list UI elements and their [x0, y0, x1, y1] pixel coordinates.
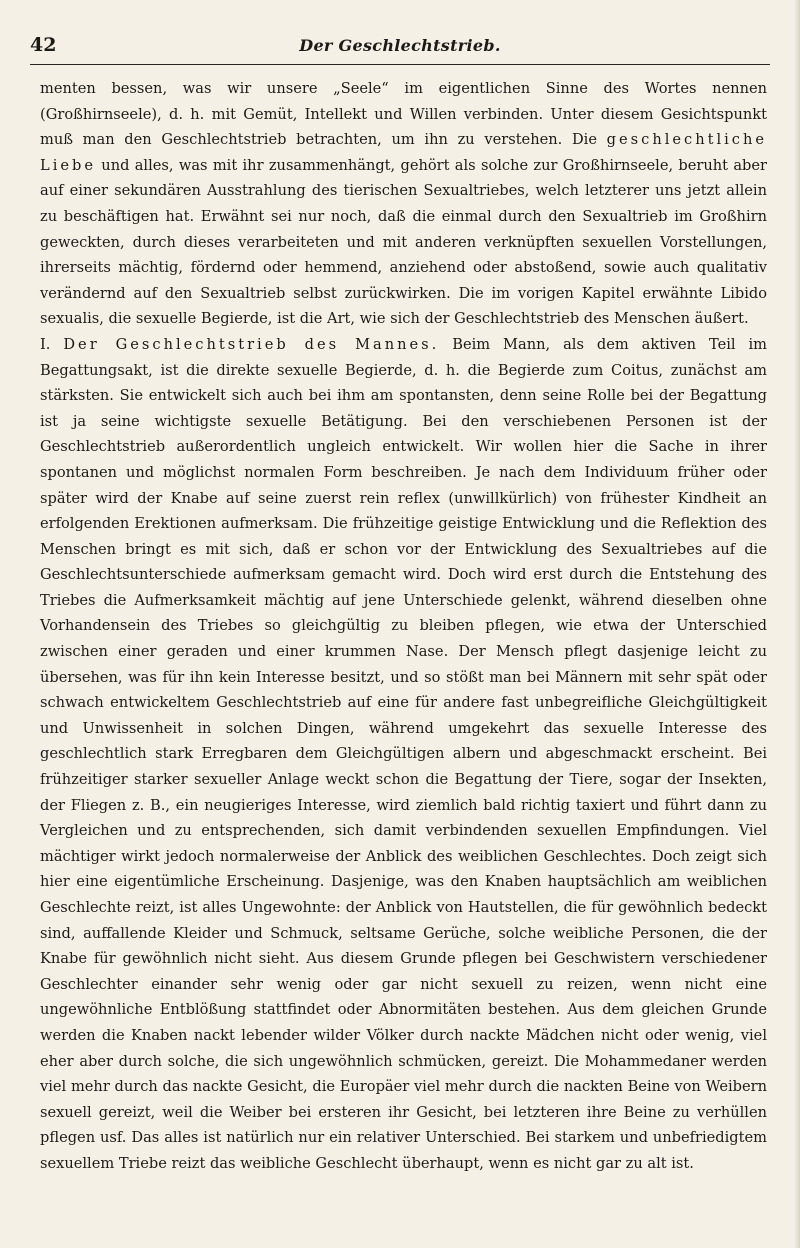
paragraph-1-text-b: und alles, was mit ihr zusammenhängt, gehört als solche zur Großhirnseele, beruht aber auf einer sekundären Ausstrahlung des tierischen Sexualtriebes, welch letzterer uns jetzt allein zu beschäftigen hat. Erwähnt sei nur noch, daß die einmal durch den Sexualtrieb im Großhirn geweckten, durch dieses verarbeiteten und mit anderen verknüpften sexuellen Vorstellungen, ihrerseits mächtig, fördernd oder hemmend, anziehend oder abstoßend, sowie auch qualitativ verändernd auf den Sexualtrieb selbst zurückwirken. Die im vorigen Kapitel erwähnte Libido sexualis, die sexuelle Begierde, ist die Art, wie sich der Geschlechtstrieb des Menschen äußert.: [40, 156, 767, 328]
emphasis-geschlechtliche-liebe: geschlechtliche Liebe: [40, 131, 767, 174]
page-header: [30, 30, 770, 65]
page-number: 42: [30, 34, 57, 56]
section-label: I.: [40, 335, 64, 353]
body-text: [40, 76, 767, 1177]
paragraph-2: [40, 332, 767, 1177]
paragraph-1-text-a: menten bessen, was wir unsere „Seele“ im eigentlichen Sinne des Wortes nennen (Großhirnseele), d. h. mit Gemüt, Intellekt und Willen verbinden. Unter diesem Gesichtspunkt muß man den Geschlechtstrieb betrachten, um ihn zu verstehen. Die: [40, 80, 767, 149]
page-edge-shadow: [794, 0, 800, 1248]
section-heading: Der Geschlechtstrieb des Mannes.: [63, 335, 440, 353]
paragraph-2-text: Beim Mann, als dem aktiven Teil im Begattungsakt, ist die direkte sexuelle Begierde, d. h. die Begierde zum Coitus, zunächst am stärksten. Sie entwickelt sich auch bei ihm am spontansten, denn seine Rolle bei der Begattung ist ja seine wichtigste sexuelle Betätigung. Bei den verschiebenen Personen ist der Geschlechtstrieb außerordentlich ungleich entwickelt. Wir wollen hier die Sache in ihrer spontanen und möglichst normalen Form beschreiben. Je nach dem Individuum früher oder später wird der Knabe auf seine zuerst rein reflex (unwillkürlich) von frühester Kindheit an erfolgenden Erektionen aufmerksam. Die frühzeitige geistige Entwicklung und die Reflektion des Menschen bringt es mit sich, daß er schon vor der Entwicklung des Sexualtriebes auf die Geschlechtsunterschiede aufmerksam gemacht wird. Doch wird erst durch die Entstehung des Triebes die Aufmerksamkeit mächtig auf jene Unterschiede gelenkt, während dieselben ohne Vorhandensein des Triebes so gleichgültig zu bleiben pflegen, wie etwa der Unterschied zwischen einer geraden und einer krummen Nase. Der Mensch pflegt dasjenige leicht zu übersehen, was für ihn kein Interesse besitzt, und so stößt man bei Männern mit sehr spät oder schwach entwickeltem Geschlechtstrieb auf eine für andere fast unbegreifliche Gleichgültigkeit und Unwissenheit in solchen Dingen, während umgekehrt das sexuelle Interesse des geschlechtlich stark Erregbaren dem Gleichgültigen albern und abgeschmackt erscheint. Bei frühzeitiger starker sexueller Anlage weckt schon die Begattung der Tiere, sogar der Insekten, der Fliegen z. B., ein neugieriges Interesse, wird ziemlich bald richtig taxiert und führt dann zu Vergleichen und zu entsprechenden, sich damit verbindenden sexuellen Empfindungen. Viel mächtiger wirkt jedoch normalerweise der Anblick des weiblichen Geschlechtes. Doch zeigt sich hier eine eigentümliche Erscheinung. Dasjenige, was den Knaben hauptsächlich am weiblichen Geschlechte reizt, ist alles Ungewohnte: der Anblick von Hautstellen, die für gewöhnlich bedeckt sind, auffallende Kleider und Schmuck, seltsame Gerüche, solche weibliche Personen, die der Knabe für gewöhnlich nicht sieht. Aus diesem Grunde pflegen bei Geschwistern verschiedener Geschlechter einander sehr wenig oder gar nicht sexuell zu reizen, wenn nicht eine ungewöhnliche Entblößung stattfindet oder Abnormitäten bestehen. Aus dem gleichen Grunde werden die Knaben nackt lebender wilder Völker durch nackte Mädchen nicht oder wenig, viel eher aber durch solche, die sich ungewöhnlich schmücken, gereizt. Die Mohammedaner werden viel mehr durch das nackte Gesicht, die Europäer viel mehr durch die nackten Beine von Weibern sexuell gereizt, weil die Weiber bei ersteren ihr Gesicht, bei letzteren ihre Beine zu verhüllen pflegen usf. Das alles ist natürlich nur ein relativer Unterschied. Bei starkem und unbefriedigtem sexuellem Triebe reizt das weibliche Geschlecht überhaupt, wenn es nicht gar zu alt ist.: [40, 335, 767, 1172]
paragraph-1: [40, 76, 767, 332]
running-title: Der Geschlechtstrieb.: [299, 36, 501, 55]
